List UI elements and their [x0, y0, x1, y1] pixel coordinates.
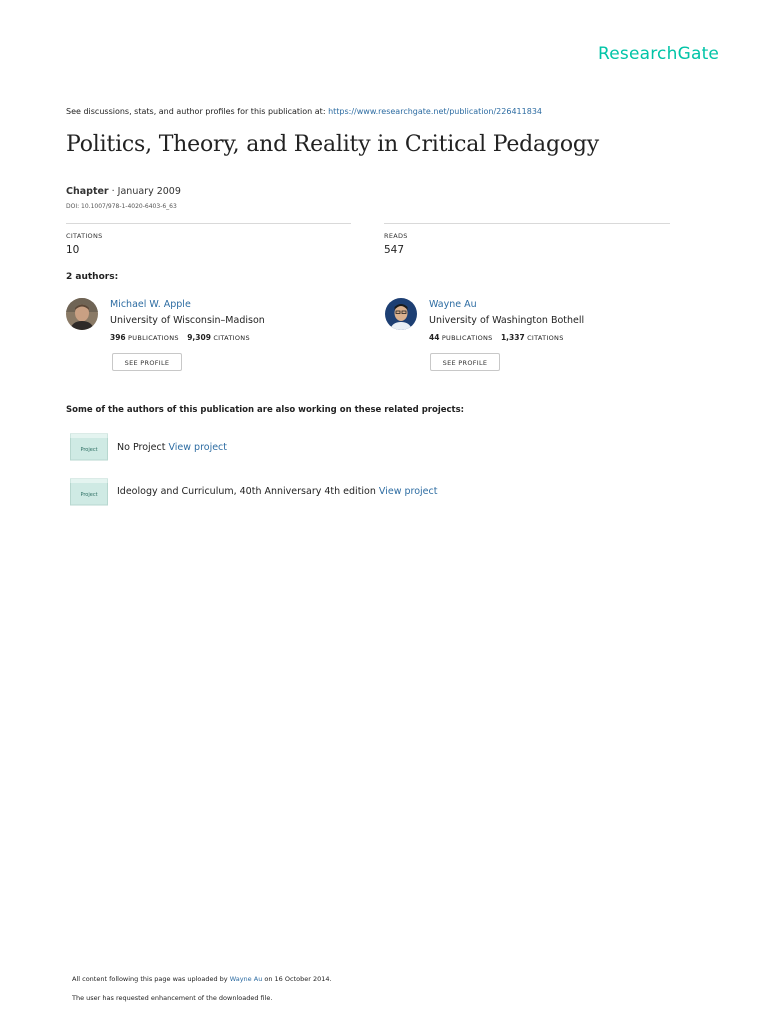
author-citations-label: CITATIONS — [213, 334, 250, 342]
author-stats — [110, 333, 256, 342]
author-name-link[interactable]: Michael W. Apple — [110, 299, 191, 310]
project-icon[interactable] — [70, 433, 108, 459]
project-title: Ideology and Curriculum, 40th Anniversary 4th edition — [117, 486, 379, 497]
avatar[interactable] — [385, 298, 417, 330]
author-photo-icon — [66, 298, 98, 330]
project-folder-icon — [70, 478, 108, 506]
see-profile-button[interactable]: SEE PROFILE — [112, 353, 182, 371]
author-name-link[interactable]: Wayne Au — [429, 299, 477, 310]
author-publications-count: 44 — [429, 333, 440, 342]
project-icon-label: Project — [80, 492, 98, 498]
authors-heading: 2 authors: — [66, 272, 119, 282]
publication-date: · January 2009 — [108, 186, 181, 197]
project-icon[interactable] — [70, 478, 108, 504]
publication-title: Politics, Theory, and Reality in Critical Pedagogy — [66, 132, 600, 157]
upload-notice — [72, 975, 332, 983]
author-publications-count: 396 — [110, 333, 126, 342]
project-folder-icon — [70, 433, 108, 461]
project-title: No Project — [117, 442, 169, 453]
reads-label: READS — [384, 232, 408, 240]
project-icon-label: Project — [80, 447, 98, 453]
uploader-link[interactable]: Wayne Au — [229, 975, 263, 983]
see-profile-button[interactable]: SEE PROFILE — [430, 353, 500, 371]
author-publications-label: PUBLICATIONS — [128, 334, 179, 342]
author-citations-label: CITATIONS — [527, 334, 564, 342]
author-photo-icon — [385, 298, 417, 330]
author-institution[interactable]: University of Wisconsin–Madison — [110, 315, 265, 326]
reads-value: 547 — [384, 244, 405, 256]
enhancement-notice: The user has requested enhancement of the downloaded file. — [72, 994, 273, 1002]
author-institution[interactable]: University of Washington Bothell — [429, 315, 585, 326]
researchgate-logo[interactable]: ResearchGate — [598, 44, 720, 64]
view-project-link[interactable]: View project — [168, 442, 228, 453]
upload-notice-prefix: All content following this page was uploaded by — [72, 975, 230, 983]
view-project-link[interactable]: View project — [378, 486, 438, 497]
author-stats — [429, 333, 570, 342]
discussions-text: See discussions, stats, and author profiles for this publication at: — [66, 107, 329, 116]
avatar[interactable] — [66, 298, 98, 330]
discussions-notice — [66, 107, 542, 116]
author-publications-label: PUBLICATIONS — [441, 334, 493, 342]
project-item — [117, 442, 227, 453]
related-projects-heading: Some of the authors of this publication are also working on these related projects: — [66, 405, 465, 415]
project-item — [117, 486, 437, 497]
reads-divider — [384, 223, 670, 224]
publication-type: Chapter — [66, 186, 109, 197]
citations-divider — [66, 223, 351, 224]
publication-doi: DOI: 10.1007/978-1-4020-6403-6_63 — [66, 203, 177, 210]
author-citations-count: 1,337 — [500, 333, 525, 342]
publication-type-date — [66, 186, 181, 197]
citations-label: CITATIONS — [66, 232, 103, 240]
author-citations-count: 9,309 — [187, 333, 211, 342]
upload-notice-suffix: on 16 October 2014. — [262, 975, 332, 983]
publication-url-link[interactable]: https://www.researchgate.net/publication/226411834 — [328, 107, 542, 116]
citations-value: 10 — [66, 244, 80, 256]
